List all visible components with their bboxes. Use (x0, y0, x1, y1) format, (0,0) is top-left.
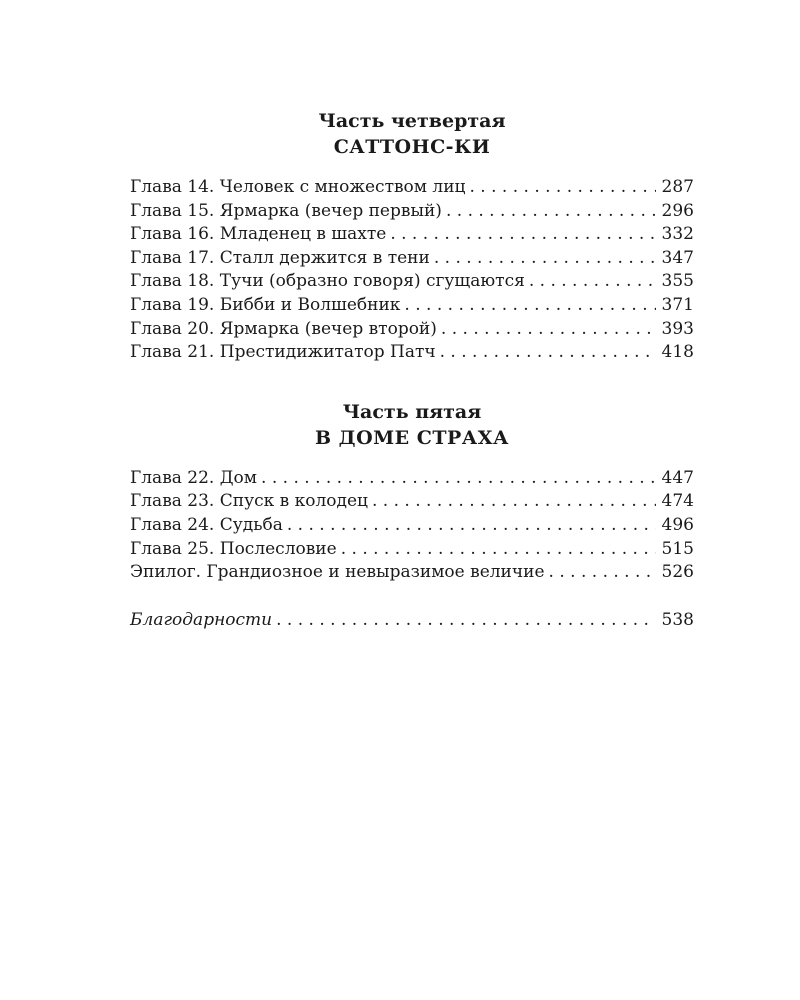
dot-leader (465, 176, 656, 200)
entry-page: 393 (661, 318, 694, 339)
toc-entry[interactable] (130, 200, 694, 224)
dot-leader (436, 341, 656, 365)
entry-page: 371 (661, 294, 694, 315)
spacer (130, 585, 694, 609)
toc-entry-acknowledgements[interactable] (130, 609, 694, 633)
entry-page: 538 (661, 609, 694, 630)
table-of-contents (130, 108, 694, 632)
part-four-label: Часть четвертая (318, 110, 506, 132)
toc-entry[interactable] (130, 318, 694, 342)
entry-page: 515 (661, 538, 694, 559)
entry-page: 347 (661, 247, 694, 268)
dot-leader (545, 561, 656, 585)
entry-title: Глава 14. Человек с множеством лиц (130, 177, 466, 197)
toc-entry[interactable] (130, 538, 694, 562)
dot-leader (368, 490, 656, 514)
part-five-heading (130, 399, 694, 451)
dot-leader (525, 270, 656, 294)
dot-leader (257, 467, 656, 491)
entry-page: 474 (661, 491, 694, 512)
toc-entry[interactable] (130, 561, 694, 585)
part-four-heading (130, 108, 694, 160)
entry-page: 526 (661, 562, 694, 583)
entry-title: Глава 24. Судьба (130, 514, 283, 535)
dot-leader (430, 247, 656, 271)
toc-entry[interactable] (130, 176, 694, 200)
part-four-entries (130, 176, 694, 365)
entry-page: 287 (661, 177, 694, 197)
part-four-title: САТТОНС-КИ (333, 136, 491, 158)
toc-entry[interactable] (130, 467, 694, 491)
toc-entry[interactable] (130, 514, 694, 538)
entry-title: Глава 23. Спуск в колодец (130, 491, 368, 512)
toc-entry[interactable] (130, 270, 694, 294)
entry-title: Глава 17. Сталл держится в тени (130, 247, 430, 268)
entry-title: Глава 20. Ярмарка (вечер второй) (130, 318, 437, 339)
dot-leader (272, 609, 656, 633)
entry-page: 418 (661, 342, 694, 363)
entry-title: Глава 22. Дом (130, 467, 258, 488)
entry-title: Глава 16. Младенец в шахте (130, 224, 387, 245)
dot-leader (400, 294, 656, 318)
entry-title: Глава 21. Престидижитатор Патч (130, 342, 436, 363)
entry-title: Эпилог. Грандиозное и невыразимое величие (130, 562, 545, 583)
entry-title: Глава 19. Бибби и Волшебник (130, 294, 401, 315)
dot-leader (337, 538, 656, 562)
dot-leader (386, 223, 656, 247)
entry-page: 332 (661, 224, 694, 245)
dot-leader (437, 318, 656, 342)
part-five-entries (130, 467, 694, 633)
entry-page: 296 (661, 200, 694, 221)
dot-leader (283, 514, 656, 538)
entry-title: Глава 15. Ярмарка (вечер первый) (130, 200, 442, 221)
part-five-label: Часть пятая (342, 400, 482, 423)
entry-title: Глава 18. Тучи (образно говоря) сгущаются (130, 271, 525, 292)
entry-page: 447 (661, 467, 694, 488)
part-five-title: В ДОМЕ СТРАХА (315, 426, 509, 449)
entry-page: 355 (661, 271, 694, 292)
dot-leader (442, 200, 656, 224)
entry-page: 496 (661, 514, 694, 535)
toc-entry[interactable] (130, 247, 694, 271)
entry-title: Глава 25. Послесловие (130, 538, 337, 559)
toc-entry[interactable] (130, 341, 694, 365)
toc-entry[interactable] (130, 223, 694, 247)
toc-entry[interactable] (130, 294, 694, 318)
entry-title: Благодарности (130, 609, 273, 630)
toc-entry[interactable] (130, 490, 694, 514)
